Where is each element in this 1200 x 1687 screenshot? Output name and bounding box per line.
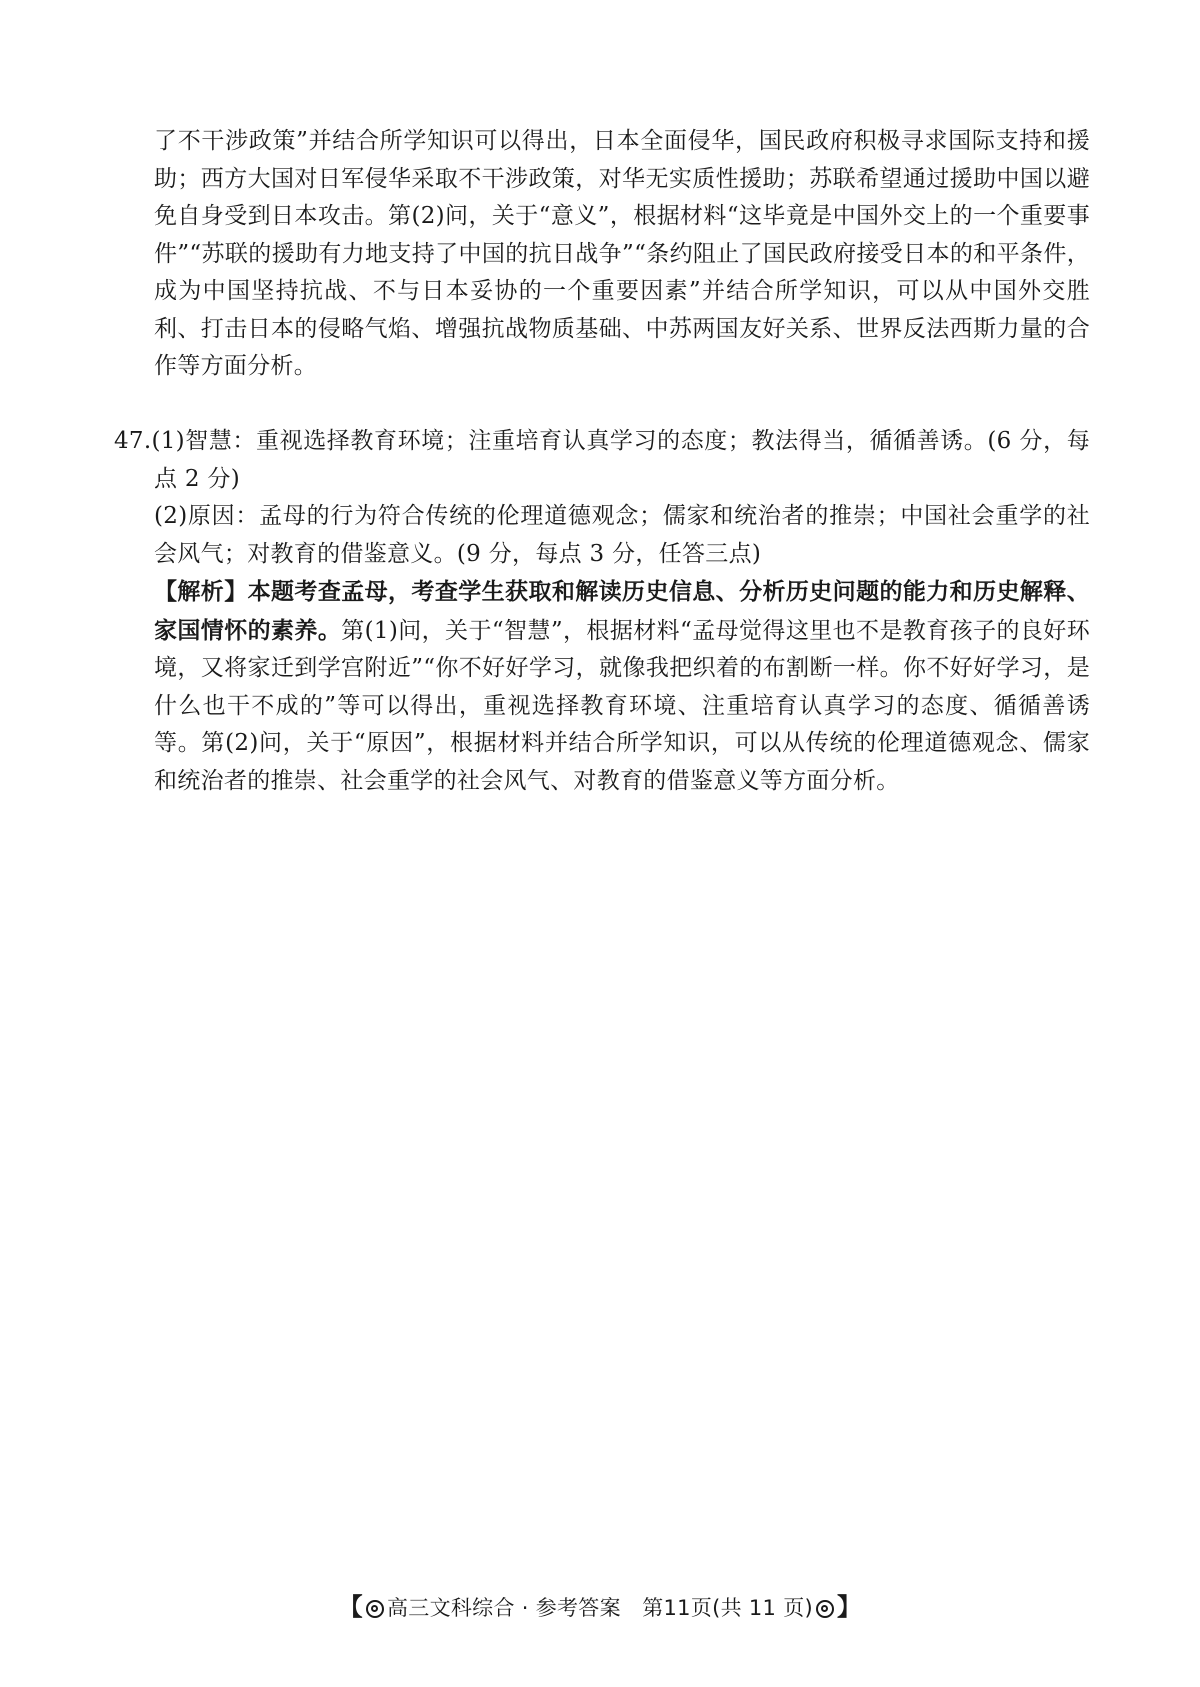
q47-analysis [154,573,1090,800]
q47-answer-1: 47.(1)智慧：重视选择教育环境；注重培育认真学习的态度；教法得当，循循善诱。(6 分，每点 2 分) [114,428,1090,492]
double-circle-icon [816,1600,834,1618]
page-footer [0,1587,1200,1622]
footer-right-bracket: 】 [837,1593,862,1621]
analysis-body: 第(1)问，关于“智慧”，根据材料“孟母觉得这里也不是教育孩子的良好环境，又将家迁到学宫附近”“你不好好学习，就像我把织着的布割断一样。你不好好学习，是什么也干不成的”等可以得出，重视选择教育环境、注重培育认真学习的态度、循循善诱等。第(2)问，关于“原因”，根据材料并结合所学知识，可以从传统的伦理道德观念、儒家和统治者的推崇、社会重学的社会风气、对教育的借鉴意义等方面分析。 [154,617,1090,794]
q47-answer-2: (2)原因：孟母的行为符合传统的伦理道德观念；儒家和统治者的推崇；中国社会重学的社会风气；对教育的借鉴意义。(9 分，每点 3 分，任答三点) [154,503,1090,567]
intro-paragraph: 了不干涉政策”并结合所学知识可以得出，日本全面侵华，国民政府积极寻求国际支持和援助；西方大国对日军侵华采取不干涉政策，对华无实质性援助；苏联希望通过援助中国以避免自身受到日本攻击。第(2)问，关于“意义”，根据材料“这毕竟是中国外交上的一个重要事件”“苏联的援助有力地支持了中国的抗日战争”“条约阻止了国民政府接受日本的和平条件，成为中国坚持抗战、不与日本妥协的一个重要因素”并结合所学知识，可以从中国外交胜利、打击日本的侵略气焰、增强抗战物质基础、中苏两国友好关系、世界反法西斯力量的合作等方面分析。 [154,128,1090,379]
analysis-heading: 【解析】本题考查孟母，考查学生获取和解读历史信息、分析历史问题的能力和历史解释、家国情怀的素养。 [154,578,1090,644]
footer-text: 高三文科综合 · 参考答案 第11页(共 11 页) [386,1596,813,1620]
double-circle-icon [366,1600,384,1618]
footer-left-bracket: 【 [338,1593,363,1621]
